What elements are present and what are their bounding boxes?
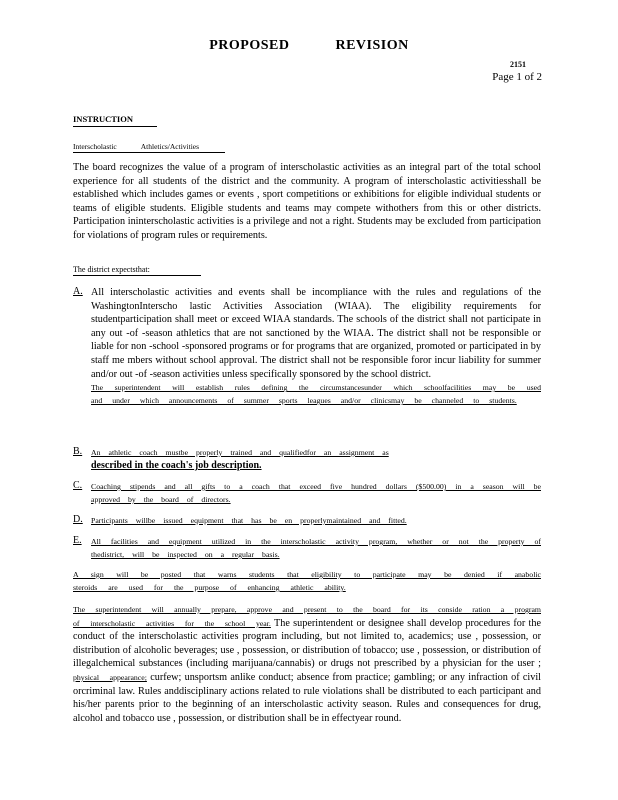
list-item-e [73,535,541,561]
document-title [0,38,618,54]
closing-inserted-text: The superintendent will annually prepare, approve and present to the board for its conside ration a program of interscholastic activities for the school year. [73,605,541,628]
subheading-part1: Interscholastic [73,142,117,151]
item-letter: C. [73,480,83,491]
item-text: Participants willbe issued equipment that has be en properlymaintained and fitted. [91,516,407,525]
closing-paragraph [73,603,541,725]
list-item-d [73,514,541,527]
item-bold-text: described in the coach's job description. [91,460,262,471]
section-heading: INSTRUCTION [73,114,157,127]
title-word-revision: REVISION [335,38,409,53]
item-letter: A. [73,286,83,297]
item-text: An athletic coach mustbe properly trained and qualifiedfor an assignment as [91,448,389,457]
policy-subheading [73,142,225,153]
item-text: All interscholastic activities and events shall be incompliance with the rules and regulations of the WashingtonInterscho lastic Activities Association (WIAA). The eligibility requirements for studentparticipation shall meet or exceed WIAA standards. The schools of the district shall not participate in any out -of -season athletics that are not sanctioned by the WIAA. The district shall not be responsible or liable for non -school -sponsored programs or for programs that are organized, promoted or participated in by staff me mbers without school approval. The district shall not be responsible foror incur liability for summer and/or out -of -season activities unless specifically sponsored by the school district. [91,287,541,380]
item-text: All facilities and equipment utilized in the interscholastic activity program, whether or not the property of thedistrict, will be inspected on a regular basis. [91,537,541,559]
closing-text-continued: curfew; unsportsm anlike conduct; absence from practice; gambling; or any infraction of civil orcriminal law. Rules anddisciplinary actions related to rule violations shall be distributed to each participant and his/her parents prior to the beginning of an interscholastic activity season. Rules and consequences for drug, alcohol and tobacco use , possession, or distribution shall be in effectyear round. [73,671,542,724]
list-item-b [73,446,541,472]
sign-paragraph: A sign will be posted that warns students that eligibility to participate may be denied if anabolic steroids are used for the purpose of enhancing athletic ability. [73,570,541,592]
subheading-part2: Athletics/Activities [140,142,200,151]
intro-paragraph: The board recognizes the value of a program of interscholastic activities as an integral part of the total school experience for all students of the district and the community. A program of interscholastic activitiesshall be established which includes games or events , sport competitions or exhibitions for eligible individual students or teams of eligible students. Eligible students and teams may compete withothers from this or other districts. Participation ininterscholastic activities is a privilege and not a right. Students may be excluded from participation for violations of program rules or requirements. [73,162,541,241]
title-word-proposed: PROPOSED [209,38,290,53]
item-letter: D. [73,514,83,525]
policy-number: 2151 [510,60,526,69]
list-item-a [73,286,541,407]
closing-text: The superintendent or designee shall develop procedures for the conduct of the interscholastic activities program including, but not limited to, academics; use , possession, or distribution of alcoholic beverages; use , possession, or distribution of tobacco; use , possession, or distribution of illegalchemical substances (including marijuana/cannabis) or drugs not prescribed by a physician for the user ; [73,617,541,670]
item-text: Coaching stipends and all gifts to a coach that exceed five hundred dollars ($500.00) in a season will be approved by the board of directors. [91,482,541,504]
list-item-c [73,480,541,506]
item-addition: The superintendent will establish rules defining the circumstancesunder which schoolfacilities may be used and under which announcements of summer sports leagues and/or clinicsmay be channeled to students. [91,383,541,406]
closing-physical-appearance: physical appearance; [73,672,147,682]
lead-in-text: The district expectsthat: [73,265,201,276]
item-letter: E. [73,535,82,546]
item-letter: B. [73,446,83,457]
page-indicator: Page 1 of 2 [492,71,542,83]
